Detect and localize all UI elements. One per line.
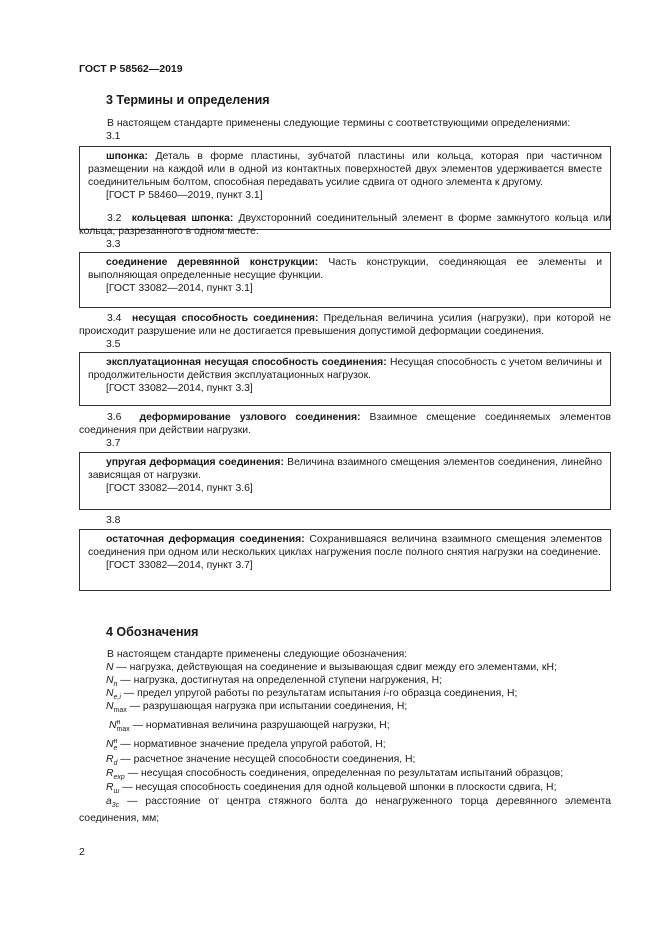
term-3-8-box bbox=[79, 529, 611, 591]
term-3-1-number: 3.1 bbox=[106, 131, 121, 142]
symbol-subscript: exp bbox=[113, 774, 125, 782]
term-3-3-number: 3.3 bbox=[106, 239, 121, 250]
symbol-description-end: -го образца соединения, Н; bbox=[385, 688, 518, 699]
symbol-index: i bbox=[383, 688, 386, 699]
term-3-5-reference: [ГОСТ 33082—2014, пункт 3.3] bbox=[106, 383, 253, 394]
symbol-subscript: d bbox=[113, 760, 118, 768]
symbol-subscript: e bbox=[113, 745, 118, 752]
term-3-8-number: 3.8 bbox=[106, 515, 121, 526]
symbol-subscript: 3c bbox=[111, 802, 120, 810]
term-3-5-number: 3.5 bbox=[106, 339, 121, 350]
term-3-2-number: 3.2 bbox=[107, 213, 122, 224]
symbol-subscript: ш bbox=[113, 788, 120, 796]
term-3-5-text bbox=[80, 353, 610, 399]
symbol-description: — нагрузка, достигнутая на определенной ступени нагружения, Н; bbox=[117, 675, 442, 686]
term-3-1-reference: [ГОСТ Р 58460—2019, пункт 3.1] bbox=[106, 190, 263, 201]
symbol-main: a bbox=[106, 796, 112, 807]
term-3-3-term: соединение деревянной конструкции: bbox=[106, 257, 319, 268]
term-3-7-box bbox=[79, 452, 611, 510]
term-3-6-term: деформирование узлового соединения: bbox=[139, 412, 361, 423]
term-3-7-number: 3.7 bbox=[106, 438, 121, 449]
term-3-7-reference: [ГОСТ 33082—2014, пункт 3.6] bbox=[106, 483, 253, 494]
symbol-a3c bbox=[79, 795, 611, 825]
term-3-1-term: шпонка: bbox=[106, 151, 148, 162]
term-3-4-definition: Предельная величина усилия (нагрузки), при которой не происходит разрушение или не достигается превышения допустимой деформации соединения. bbox=[79, 313, 611, 337]
term-3-8-text bbox=[80, 530, 610, 576]
document-header: ГОСТ Р 58562—2019 bbox=[79, 63, 183, 75]
term-3-6-definition: Взаимное смещение соединяемых элементов соединения при действии нагрузки. bbox=[79, 412, 611, 436]
term-3-5-definition: Несущая способность с учетом величины и продолжительности действия эксплуатационных нагрузок. bbox=[88, 357, 602, 381]
symbol-Nnmax bbox=[109, 719, 390, 733]
term-3-2-term: кольцевая шпонка: bbox=[131, 213, 234, 224]
symbol-description: — нагрузка, действующая на соединение и вызывающая сдвиг между его элементами, кН; bbox=[113, 662, 557, 673]
section-3-title: 3 Термины и определения bbox=[106, 93, 270, 107]
term-3-1-text bbox=[80, 147, 610, 206]
symbol-superscript: н bbox=[116, 719, 121, 726]
term-3-8-reference: [ГОСТ 33082—2014, пункт 3.7] bbox=[106, 560, 253, 571]
symbol-description: — расстояние от центра стяжного болта до ненагруженного торца деревянного элемента соединения, мм; bbox=[79, 796, 611, 825]
symbol-main: R bbox=[106, 768, 114, 779]
symbol-main: N bbox=[109, 720, 117, 731]
term-3-7-term: упругая деформация соединения: bbox=[106, 457, 284, 468]
term-3-5-term: эксплуатационная несущая способность соединения: bbox=[106, 357, 387, 368]
symbol-description: — нормативное значение предела упругой работой, Н; bbox=[117, 739, 386, 750]
term-3-7-text bbox=[80, 453, 610, 499]
term-3-2-definition: Двухсторонний соединительный элемент в форме замкнутого кольца или кольца, разрезанного в одном месте. bbox=[79, 213, 611, 237]
term-3-5-box bbox=[79, 352, 611, 406]
term-3-3-text bbox=[80, 253, 610, 299]
symbol-superscript: н bbox=[113, 738, 118, 745]
section-4-title: 4 Обозначения bbox=[106, 625, 199, 639]
symbol-subscript: n bbox=[113, 681, 118, 689]
section-4-intro: В настоящем стандарте применены следующие обозначения: bbox=[107, 649, 408, 660]
term-3-3-definition: Часть конструкции, соединяющая ее элементы и выполняющая определенные несущие функции. bbox=[88, 257, 603, 281]
symbol-description: — несущая способность соединения для одной кольцевой шпонки в плоскости сдвига, Н; bbox=[119, 782, 557, 793]
symbol-main: N bbox=[106, 739, 114, 750]
term-3-3-reference: [ГОСТ 33082—2014, пункт 3.1] bbox=[106, 283, 253, 294]
symbol-subscript: max bbox=[113, 707, 127, 715]
symbol-main: N bbox=[106, 662, 114, 673]
symbol-N bbox=[106, 661, 557, 674]
term-3-3-box bbox=[79, 252, 611, 308]
symbol-Nmax bbox=[106, 700, 407, 717]
symbol-main: R bbox=[106, 782, 114, 793]
symbol-main: N bbox=[106, 701, 114, 712]
term-3-4 bbox=[79, 312, 611, 338]
term-3-1-definition: Деталь в форме пластины, зубчатой пластины или кольца, которая при частичном размещении на каждой или в одной из контактных поверхностей двух элементов удерживается вместе соединительным болтом, способная передавать усилие сдвига от одного элемента к другому. bbox=[88, 151, 602, 188]
symbol-description: — нормативная величина разрушающей нагрузки, Н; bbox=[129, 720, 390, 731]
term-3-4-term: несущая способность соединения: bbox=[131, 313, 319, 324]
symbol-subscript: max bbox=[116, 726, 130, 733]
symbol-main: N bbox=[106, 688, 114, 699]
page-number: 2 bbox=[79, 846, 85, 858]
term-3-2 bbox=[79, 212, 611, 238]
section-3-intro: В настоящем стандарте применены следующие термины с соответствующими определениями: bbox=[107, 118, 571, 129]
term-3-4-number: 3.4 bbox=[107, 313, 122, 324]
symbol-Nne bbox=[106, 738, 386, 752]
symbol-description: — разрушающая нагрузка при испытании соединения, Н; bbox=[126, 701, 408, 712]
symbol-main: N bbox=[106, 675, 114, 686]
term-3-7-definition: Величина взаимного смещения элементов соединения, линейно зависящая от нагрузки. bbox=[88, 457, 602, 481]
symbol-subscript: e,i bbox=[113, 694, 121, 702]
symbol-main: R bbox=[106, 754, 114, 765]
term-3-6 bbox=[79, 411, 611, 437]
term-3-6-number: 3.6 bbox=[107, 412, 122, 423]
symbol-description: — расчетное значение несущей способности соединения, Н; bbox=[117, 754, 416, 765]
symbol-description: — предел упругой работы по результатам испытания bbox=[120, 688, 384, 699]
term-3-8-definition: Сохранившаяся величина взаимного смещения элементов соединения при одном или нескольких циклах нагружения после полного снятия нагрузки на соединение. bbox=[88, 534, 602, 558]
term-3-8-term: остаточная деформация соединения: bbox=[106, 534, 305, 545]
symbol-description: — несущая способность соединения, определенная по результатам испытаний образцов; bbox=[124, 768, 564, 779]
